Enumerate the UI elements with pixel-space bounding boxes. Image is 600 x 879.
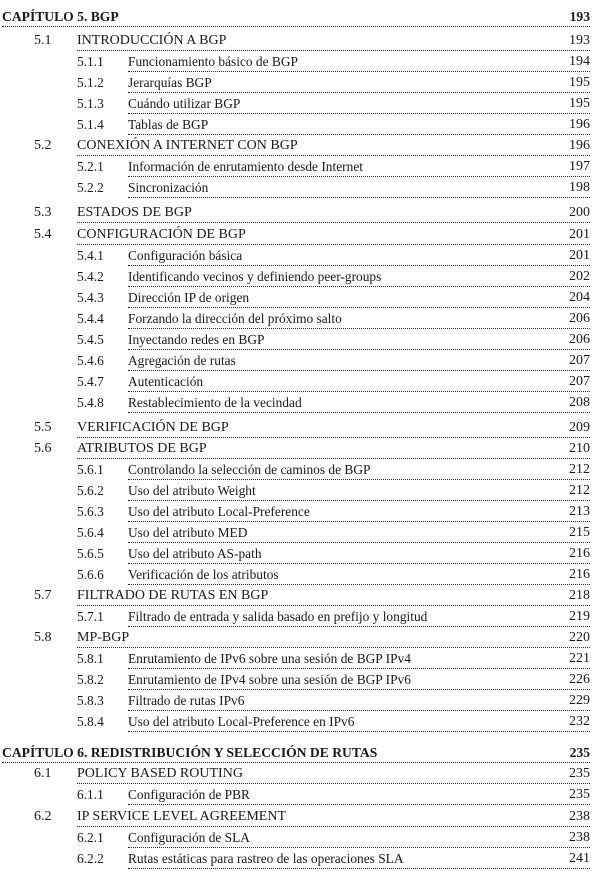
entry-page-number: 195 bbox=[569, 75, 590, 90]
entry-number: 5.8 bbox=[34, 630, 52, 645]
dot-leader bbox=[77, 221, 590, 223]
entry-page-number: 235 bbox=[569, 787, 590, 802]
entry-number: 5.6.4 bbox=[77, 525, 104, 540]
entry-title: INTRODUCCIÓN A BGP bbox=[77, 33, 227, 48]
entry-page-number: 204 bbox=[569, 290, 590, 305]
entry-page-number: 229 bbox=[569, 693, 590, 708]
entry-number: 5.6.2 bbox=[77, 483, 104, 498]
dot-leader bbox=[128, 541, 590, 543]
entry-page-number: 216 bbox=[569, 567, 590, 582]
toc-subsection-entry bbox=[0, 692, 600, 711]
dot-leader bbox=[128, 478, 590, 480]
entry-page-number: 238 bbox=[569, 830, 590, 845]
dot-leader bbox=[128, 91, 590, 93]
entry-title: ESTADOS DE BGP bbox=[77, 205, 192, 220]
dot-leader bbox=[128, 264, 590, 266]
entry-title: Configuración básica bbox=[128, 248, 243, 263]
toc-chapter-entry bbox=[0, 8, 600, 27]
entry-number: 5.6.6 bbox=[77, 567, 104, 582]
dot-leader bbox=[77, 604, 590, 606]
entry-page-number: 206 bbox=[569, 332, 590, 347]
toc-subsection-entry bbox=[0, 53, 600, 72]
toc-subsection-entry bbox=[0, 289, 600, 308]
entry-page-number: 207 bbox=[569, 374, 590, 389]
entry-number: 5.8.3 bbox=[77, 693, 104, 708]
dot-leader bbox=[128, 846, 590, 848]
toc-subsection-entry bbox=[0, 331, 600, 350]
dot-leader bbox=[128, 70, 590, 72]
entry-page-number: 196 bbox=[569, 138, 590, 153]
entry-number: 5.4.8 bbox=[77, 395, 104, 410]
entry-number: 5.8.4 bbox=[77, 714, 104, 729]
entry-title: Identificando vecinos y definiendo peer-groups bbox=[128, 269, 382, 284]
entry-number: 5.3 bbox=[34, 205, 52, 220]
entry-page-number: 197 bbox=[569, 159, 590, 174]
entry-title: Configuración de SLA bbox=[128, 830, 250, 845]
dot-leader bbox=[77, 782, 590, 784]
toc-section-entry bbox=[0, 204, 600, 223]
toc-subsection-entry bbox=[0, 247, 600, 266]
dot-leader bbox=[128, 867, 590, 869]
dot-leader bbox=[128, 667, 590, 669]
entry-number: 5.4.2 bbox=[77, 269, 104, 284]
entry-title: Cuándo utilizar BGP bbox=[128, 96, 241, 111]
entry-page-number: 241 bbox=[569, 851, 590, 866]
entry-page-number: 207 bbox=[569, 353, 590, 368]
entry-number: 5.6.3 bbox=[77, 504, 104, 519]
entry-number: 5.1.4 bbox=[77, 117, 104, 132]
dot-leader bbox=[128, 133, 590, 135]
toc-subsection-entry bbox=[0, 671, 600, 690]
entry-number: 5.4.3 bbox=[77, 290, 104, 305]
entry-page-number: 235 bbox=[569, 766, 590, 781]
toc-subsection-entry bbox=[0, 850, 600, 869]
toc-section-entry bbox=[0, 419, 600, 438]
dot-leader bbox=[77, 154, 590, 156]
entry-page-number: 196 bbox=[569, 117, 590, 132]
entry-page-number: 238 bbox=[569, 809, 590, 824]
toc-subsection-entry bbox=[0, 352, 600, 371]
dot-leader bbox=[128, 196, 590, 198]
toc-section-entry bbox=[0, 808, 600, 827]
dot-leader bbox=[128, 112, 590, 114]
entry-title: CAPÍTULO 6. REDISTRIBUCIÓN Y SELECCIÓN DE RUTAS bbox=[2, 745, 378, 760]
entry-page-number: 220 bbox=[569, 630, 590, 645]
entry-title: Información de enrutamiento desde Internet bbox=[128, 159, 363, 174]
entry-number: 5.2.1 bbox=[77, 159, 104, 174]
dot-leader bbox=[2, 25, 590, 27]
dot-leader bbox=[128, 285, 590, 287]
entry-title: Enrutamiento de IPv4 sobre una sesión de BGP IPv6 bbox=[128, 672, 411, 687]
toc-subsection-entry bbox=[0, 461, 600, 480]
entry-page-number: 206 bbox=[569, 311, 590, 326]
dot-leader bbox=[128, 175, 590, 177]
entry-page-number: 195 bbox=[569, 96, 590, 111]
toc-subsection-entry bbox=[0, 394, 600, 413]
entry-title: Autenticación bbox=[128, 374, 204, 389]
entry-title: POLICY BASED ROUTING bbox=[77, 766, 243, 781]
entry-title: Rutas estáticas para rastreo de las operaciones SLA bbox=[128, 851, 404, 866]
entry-title: ATRIBUTOS DE BGP bbox=[77, 441, 207, 456]
toc-subsection-entry bbox=[0, 829, 600, 848]
entry-page-number: 235 bbox=[569, 745, 590, 760]
entry-number: 6.2.2 bbox=[77, 851, 104, 866]
toc-subsection-entry bbox=[0, 650, 600, 669]
entry-number: 5.7.1 bbox=[77, 609, 104, 624]
entry-title: MP-BGP bbox=[77, 630, 130, 645]
dot-leader bbox=[77, 646, 590, 648]
entry-number: 5.2.2 bbox=[77, 180, 104, 195]
toc-subsection-entry bbox=[0, 545, 600, 564]
toc-subsection-entry bbox=[0, 786, 600, 805]
entry-title: Agregación de rutas bbox=[128, 353, 236, 368]
entry-title: CONFIGURACIÓN DE BGP bbox=[77, 227, 246, 242]
toc-subsection-entry bbox=[0, 482, 600, 501]
toc-section-entry bbox=[0, 440, 600, 459]
dot-leader bbox=[128, 348, 590, 350]
toc-subsection-entry bbox=[0, 310, 600, 329]
toc-section-entry bbox=[0, 629, 600, 648]
toc-subsection-entry bbox=[0, 713, 600, 732]
dot-leader bbox=[128, 709, 590, 711]
entry-title: Inyectando redes en BGP bbox=[128, 332, 265, 347]
dot-leader bbox=[128, 803, 590, 805]
dot-leader bbox=[128, 583, 590, 585]
dot-leader bbox=[77, 436, 590, 438]
entry-title: Forzando la dirección del próximo salto bbox=[128, 311, 342, 326]
entry-number: 5.4.4 bbox=[77, 311, 104, 326]
entry-title: Filtrado de rutas IPv6 bbox=[128, 693, 245, 708]
toc-subsection-entry bbox=[0, 268, 600, 287]
entry-page-number: 201 bbox=[569, 248, 590, 263]
entry-page-number: 202 bbox=[569, 269, 590, 284]
entry-title: Funcionamiento básico de BGP bbox=[128, 54, 298, 69]
toc-subsection-entry bbox=[0, 116, 600, 135]
entry-page-number: 221 bbox=[569, 651, 590, 666]
toc-subsection-entry bbox=[0, 74, 600, 93]
entry-number: 5.2 bbox=[34, 138, 52, 153]
entry-title: Verificación de los atributos bbox=[128, 567, 279, 582]
toc-subsection-entry bbox=[0, 179, 600, 198]
entry-number: 5.8.2 bbox=[77, 672, 104, 687]
entry-number: 5.4.1 bbox=[77, 248, 104, 263]
entry-page-number: 232 bbox=[569, 714, 590, 729]
entry-title: CAPÍTULO 5. BGP bbox=[2, 9, 119, 24]
entry-page-number: 201 bbox=[569, 227, 590, 242]
entry-title: Controlando la selección de caminos de BGP bbox=[128, 462, 371, 477]
entry-page-number: 212 bbox=[569, 462, 590, 477]
toc-section-entry bbox=[0, 765, 600, 784]
entry-page-number: 212 bbox=[569, 483, 590, 498]
entry-number: 5.8.1 bbox=[77, 651, 104, 666]
entry-title: Jerarquías BGP bbox=[128, 75, 212, 90]
entry-number: 5.1 bbox=[34, 33, 52, 48]
entry-page-number: 198 bbox=[569, 180, 590, 195]
toc-subsection-entry bbox=[0, 503, 600, 522]
entry-page-number: 194 bbox=[569, 54, 590, 69]
dot-leader bbox=[2, 761, 590, 763]
entry-page-number: 216 bbox=[569, 546, 590, 561]
toc-subsection-entry bbox=[0, 524, 600, 543]
entry-number: 5.1.2 bbox=[77, 75, 104, 90]
entry-number: 6.1.1 bbox=[77, 787, 104, 802]
toc-section-entry bbox=[0, 226, 600, 245]
entry-page-number: 218 bbox=[569, 588, 590, 603]
entry-page-number: 200 bbox=[569, 205, 590, 220]
entry-number: 5.4.5 bbox=[77, 332, 104, 347]
entry-title: Uso del atributo Local-Preference en IPv6 bbox=[128, 714, 355, 729]
entry-page-number: 208 bbox=[569, 395, 590, 410]
dot-leader bbox=[128, 306, 590, 308]
entry-number: 5.4 bbox=[34, 227, 52, 242]
dot-leader bbox=[77, 49, 590, 51]
dot-leader bbox=[128, 369, 590, 371]
toc-section-entry bbox=[0, 587, 600, 606]
toc-subsection-entry bbox=[0, 373, 600, 392]
toc-subsection-entry bbox=[0, 566, 600, 585]
toc-chapter-entry bbox=[0, 744, 600, 763]
entry-title: Dirección IP de origen bbox=[128, 290, 250, 305]
entry-page-number: 213 bbox=[569, 504, 590, 519]
dot-leader bbox=[128, 520, 590, 522]
entry-number: 5.6.5 bbox=[77, 546, 104, 561]
entry-title: Sincronización bbox=[128, 180, 209, 195]
entry-title: CONEXIÓN A INTERNET CON BGP bbox=[77, 138, 298, 153]
entry-page-number: 209 bbox=[569, 420, 590, 435]
dot-leader bbox=[77, 243, 590, 245]
toc-subsection-entry bbox=[0, 158, 600, 177]
dot-leader bbox=[128, 411, 590, 413]
dot-leader bbox=[77, 457, 590, 459]
entry-page-number: 193 bbox=[569, 33, 590, 48]
entry-number: 5.6 bbox=[34, 441, 52, 456]
entry-title: Uso del atributo Weight bbox=[128, 483, 256, 498]
entry-page-number: 219 bbox=[569, 609, 590, 624]
entry-title: Uso del atributo Local-Preference bbox=[128, 504, 310, 519]
entry-title: IP SERVICE LEVEL AGREEMENT bbox=[77, 809, 286, 824]
entry-page-number: 210 bbox=[569, 441, 590, 456]
dot-leader bbox=[128, 562, 590, 564]
entry-number: 5.6.1 bbox=[77, 462, 104, 477]
dot-leader bbox=[128, 390, 590, 392]
dot-leader bbox=[128, 688, 590, 690]
entry-page-number: 193 bbox=[569, 9, 590, 24]
entry-title: Configuración de PBR bbox=[128, 787, 250, 802]
toc-subsection-entry bbox=[0, 95, 600, 114]
entry-number: 5.7 bbox=[34, 588, 52, 603]
dot-leader bbox=[77, 825, 590, 827]
entry-title: Enrutamiento de IPv6 sobre una sesión de BGP IPv4 bbox=[128, 651, 411, 666]
dot-leader bbox=[128, 625, 590, 627]
entry-number: 6.2 bbox=[34, 809, 52, 824]
entry-title: Filtrado de entrada y salida basado en prefijo y longitud bbox=[128, 609, 428, 624]
entry-title: VERIFICACIÓN DE BGP bbox=[77, 420, 229, 435]
entry-title: Uso del atributo AS-path bbox=[128, 546, 262, 561]
entry-number: 5.1.1 bbox=[77, 54, 104, 69]
entry-number: 5.5 bbox=[34, 420, 52, 435]
entry-page-number: 215 bbox=[569, 525, 590, 540]
dot-leader bbox=[128, 327, 590, 329]
entry-number: 6.2.1 bbox=[77, 830, 104, 845]
entry-number: 5.4.6 bbox=[77, 353, 104, 368]
entry-title: Restablecimiento de la vecindad bbox=[128, 395, 302, 410]
dot-leader bbox=[128, 499, 590, 501]
toc-section-entry bbox=[0, 32, 600, 51]
entry-number: 5.4.7 bbox=[77, 374, 104, 389]
entry-title: FILTRADO DE RUTAS EN BGP bbox=[77, 588, 269, 603]
toc-subsection-entry bbox=[0, 608, 600, 627]
entry-page-number: 226 bbox=[569, 672, 590, 687]
entry-title: Uso del atributo MED bbox=[128, 525, 248, 540]
toc-section-entry bbox=[0, 137, 600, 156]
entry-number: 5.1.3 bbox=[77, 96, 104, 111]
dot-leader bbox=[128, 730, 590, 732]
entry-number: 6.1 bbox=[34, 766, 52, 781]
entry-title: Tablas de BGP bbox=[128, 117, 209, 132]
